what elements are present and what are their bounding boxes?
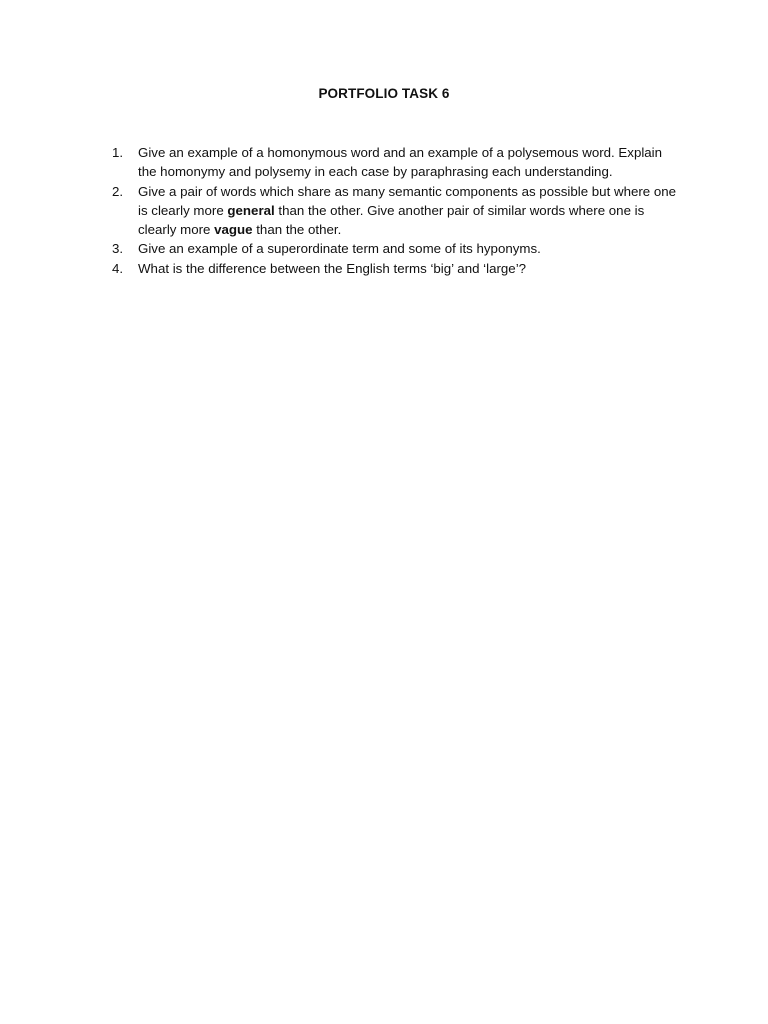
task-item-4 bbox=[112, 259, 682, 278]
bold-term-general: general bbox=[227, 202, 275, 218]
task-item-3 bbox=[112, 239, 682, 258]
task-number: 3. bbox=[112, 241, 124, 257]
page-title: PORTFOLIO TASK 6 bbox=[318, 86, 450, 101]
task-number: 4. bbox=[112, 260, 124, 276]
task-text: What is the difference between the English terms ‘big’ and ‘large’? bbox=[138, 260, 527, 276]
task-text: Give an example of a superordinate term and some of its hyponyms. bbox=[138, 241, 541, 257]
task-text-part: Give a pair of words which share as many semantic components as possible but where one is clearly more bbox=[138, 183, 677, 218]
task-text-part: than the other. Give another pair of similar words where one is clearly more bbox=[138, 202, 645, 238]
task-text: Give an example of a homonymous word and an example of a polysemous word. Explain the homonymy and polysemy in each case by paraphrasing each understanding. bbox=[138, 145, 663, 180]
task-number: 1. bbox=[112, 145, 124, 160]
task-number: 2. bbox=[112, 183, 124, 199]
task-item-1 bbox=[112, 143, 682, 182]
task-text-part: than the other. bbox=[252, 222, 342, 238]
bold-term-vague: vague bbox=[214, 222, 253, 238]
task-text bbox=[138, 184, 676, 238]
task-list bbox=[112, 143, 682, 278]
task-item-2 bbox=[112, 182, 682, 240]
